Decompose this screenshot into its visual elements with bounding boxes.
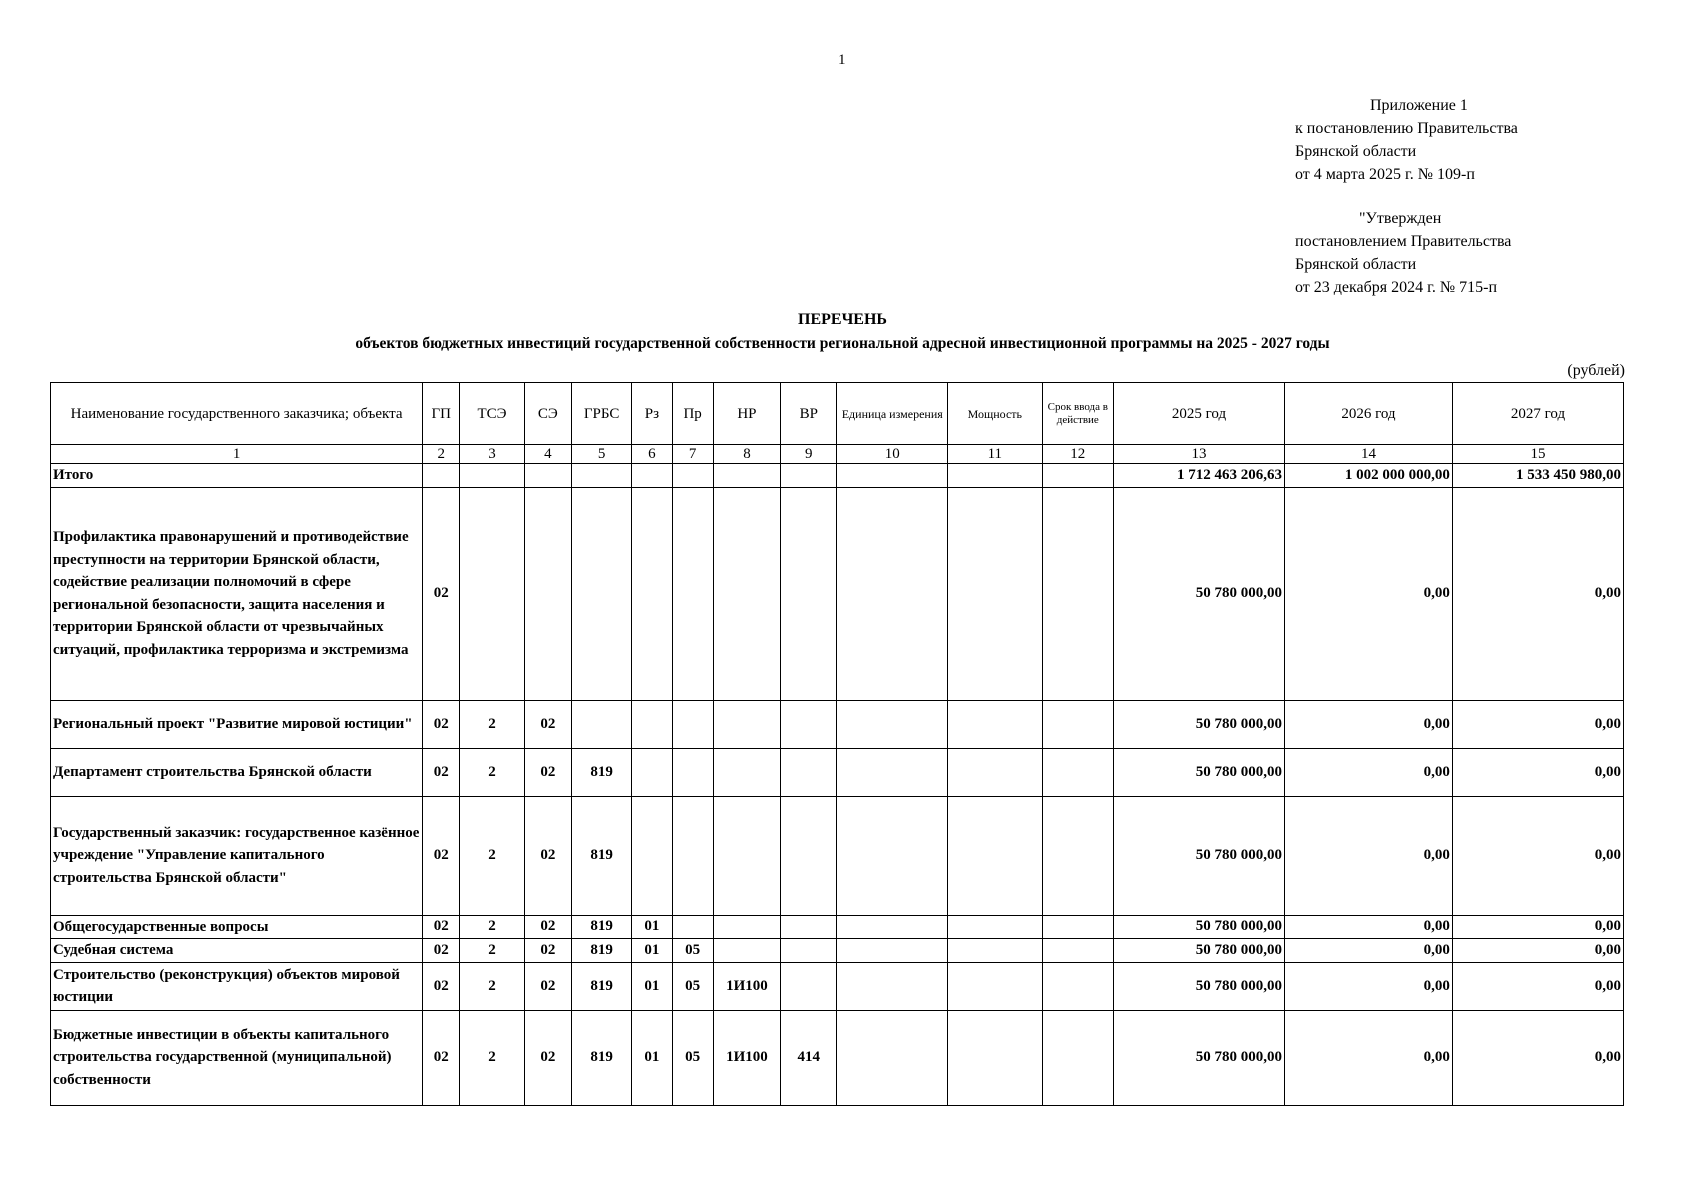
row-vr [781,487,837,700]
row-2027: 0,00 [1452,796,1623,915]
row-2026: 0,00 [1284,939,1452,963]
row-term [1042,962,1113,1010]
approved-block [1295,207,1511,299]
table-row [51,962,1624,1010]
row-2026: 0,00 [1284,1010,1452,1105]
row-se: 02 [524,939,571,963]
row-pr [672,487,713,700]
row-2025: 50 780 000,00 [1114,915,1285,939]
row-rz: 01 [632,1010,672,1105]
total-2026: 1 002 000 000,00 [1284,464,1452,488]
investment-table [50,382,1624,1106]
col-header: НР [713,383,780,445]
approved-line: от 23 декабря 2024 г. № 715-п [1295,279,1498,296]
col-header: ГП [423,383,460,445]
col-number: 4 [524,445,571,464]
col-number: 6 [632,445,672,464]
col-number: 5 [571,445,631,464]
row-tse: 2 [460,700,524,748]
row-pr [672,700,713,748]
row-tse: 2 [460,1010,524,1105]
document-subtitle: объектов бюджетных инвестиций государственной собственности региональной адресной инвестиционной программы на 2025 - 2027 годы [355,335,1330,352]
row-unit [837,487,948,700]
table-row [51,939,1624,963]
row-vr [781,939,837,963]
row-gp: 02 [423,962,460,1010]
appendix-line: к постановлению Правительства [1295,120,1518,137]
row-nr [713,487,780,700]
row-grbs: 819 [571,962,631,1010]
row-nr [713,939,780,963]
col-header: 2026 год [1284,383,1452,445]
row-nr [713,748,780,796]
row-pr [672,748,713,796]
row-unit [837,796,948,915]
row-name: Профилактика правонарушений и противодействие преступности на территории Брянской области, содействие реализации полномочий в сфере региональной безопасности, защита населения и территории Брянской области от чрезвычайных ситуаций, профилактика терроризма и экстремизма [51,487,423,700]
col-header: Срок ввода в действие [1042,383,1113,445]
col-header: ГРБС [571,383,631,445]
table-row [51,748,1624,796]
col-header: 2025 год [1114,383,1285,445]
table-row [51,1010,1624,1105]
row-term [1042,915,1113,939]
col-header: Мощность [948,383,1043,445]
row-grbs: 819 [571,939,631,963]
row-2025: 50 780 000,00 [1114,748,1285,796]
row-rz [632,748,672,796]
col-number: 15 [1452,445,1623,464]
row-unit [837,700,948,748]
row-gp: 02 [423,487,460,700]
units-label: (рублей) [1567,362,1625,379]
row-rz [632,487,672,700]
row-2027: 0,00 [1452,962,1623,1010]
col-header: ТСЭ [460,383,524,445]
row-se: 02 [524,796,571,915]
col-header: СЭ [524,383,571,445]
appendix-line: Брянской области [1295,143,1417,160]
row-nr [713,700,780,748]
row-capacity [948,487,1043,700]
row-nr: 1И100 [713,962,780,1010]
page-number: 1 [838,52,846,68]
approved-line: "Утвержден [1359,210,1442,227]
row-tse: 2 [460,962,524,1010]
total-2025: 1 712 463 206,63 [1114,464,1285,488]
total-label: Итого [51,464,423,488]
col-number: 7 [672,445,713,464]
col-number: 3 [460,445,524,464]
row-2027: 0,00 [1452,939,1623,963]
row-term [1042,796,1113,915]
row-rz [632,796,672,915]
row-unit [837,939,948,963]
document-title: ПЕРЕЧЕНЬ [798,311,887,328]
row-nr [713,915,780,939]
row-capacity [948,748,1043,796]
row-se: 02 [524,1010,571,1105]
row-pr: 05 [672,1010,713,1105]
col-number: 10 [837,445,948,464]
row-2027: 0,00 [1452,1010,1623,1105]
row-unit [837,962,948,1010]
row-term [1042,1010,1113,1105]
row-nr: 1И100 [713,1010,780,1105]
row-grbs: 819 [571,748,631,796]
col-number: 13 [1114,445,1285,464]
row-gp: 02 [423,915,460,939]
row-2027: 0,00 [1452,748,1623,796]
row-2026: 0,00 [1284,748,1452,796]
appendix-block [1295,94,1518,186]
table-row [51,915,1624,939]
row-name: Государственный заказчик: государственное казённое учреждение "Управление капитального строительства Брянской области" [51,796,423,915]
row-tse [460,487,524,700]
row-vr: 414 [781,1010,837,1105]
col-header: Пр [672,383,713,445]
row-tse: 2 [460,796,524,915]
header-row [51,383,1624,445]
row-se: 02 [524,748,571,796]
row-vr [781,748,837,796]
total-row [51,464,1624,488]
col-number: 12 [1042,445,1113,464]
row-term [1042,700,1113,748]
row-capacity [948,700,1043,748]
row-gp: 02 [423,700,460,748]
row-capacity [948,915,1043,939]
row-pr: 05 [672,939,713,963]
row-name: Региональный проект "Развитие мировой юстиции" [51,700,423,748]
row-2026: 0,00 [1284,796,1452,915]
row-name: Департамент строительства Брянской области [51,748,423,796]
row-grbs: 819 [571,796,631,915]
row-unit [837,748,948,796]
row-vr [781,962,837,1010]
row-2025: 50 780 000,00 [1114,796,1285,915]
row-capacity [948,1010,1043,1105]
row-rz [632,700,672,748]
table-row [51,796,1624,915]
row-gp: 02 [423,1010,460,1105]
approved-line: постановлением Правительства [1295,233,1512,250]
row-vr [781,700,837,748]
col-header: Рз [632,383,672,445]
row-tse: 2 [460,915,524,939]
row-2025: 50 780 000,00 [1114,487,1285,700]
row-rz: 01 [632,915,672,939]
row-se: 02 [524,915,571,939]
row-term [1042,487,1113,700]
row-capacity [948,939,1043,963]
col-number: 8 [713,445,780,464]
total-2027: 1 533 450 980,00 [1452,464,1623,488]
row-2027: 0,00 [1452,915,1623,939]
row-2025: 50 780 000,00 [1114,962,1285,1010]
row-2026: 0,00 [1284,700,1452,748]
row-grbs: 819 [571,1010,631,1105]
row-name: Строительство (реконструкция) объектов мировой юстиции [51,962,423,1010]
table-row [51,487,1624,700]
row-capacity [948,962,1043,1010]
row-2026: 0,00 [1284,962,1452,1010]
row-2025: 50 780 000,00 [1114,700,1285,748]
row-gp: 02 [423,796,460,915]
column-number-row [51,445,1624,464]
row-2025: 50 780 000,00 [1114,1010,1285,1105]
row-vr [781,796,837,915]
row-unit [837,915,948,939]
col-number: 9 [781,445,837,464]
col-header: Наименование государственного заказчика; объекта [51,383,423,445]
row-grbs [571,487,631,700]
row-2026: 0,00 [1284,915,1452,939]
col-number: 2 [423,445,460,464]
row-grbs [571,700,631,748]
row-2026: 0,00 [1284,487,1452,700]
col-header: Единица измерения [837,383,948,445]
col-header: 2027 год [1452,383,1623,445]
row-se: 02 [524,700,571,748]
row-term [1042,939,1113,963]
row-se: 02 [524,962,571,1010]
row-2025: 50 780 000,00 [1114,939,1285,963]
row-tse: 2 [460,939,524,963]
row-2027: 0,00 [1452,487,1623,700]
row-2027: 0,00 [1452,700,1623,748]
row-gp: 02 [423,748,460,796]
row-capacity [948,796,1043,915]
col-number: 1 [51,445,423,464]
row-rz: 01 [632,939,672,963]
row-pr: 05 [672,962,713,1010]
col-number: 14 [1284,445,1452,464]
row-pr [672,796,713,915]
row-name: Судебная система [51,939,423,963]
row-grbs: 819 [571,915,631,939]
row-tse: 2 [460,748,524,796]
col-number: 11 [948,445,1043,464]
row-unit [837,1010,948,1105]
row-name: Бюджетные инвестиции в объекты капитального строительства государственной (муниципальной) собственности [51,1010,423,1105]
row-se [524,487,571,700]
row-gp: 02 [423,939,460,963]
row-name: Общегосударственные вопросы [51,915,423,939]
row-rz: 01 [632,962,672,1010]
appendix-line: Приложение 1 [1370,97,1468,114]
table-row [51,700,1624,748]
row-pr [672,915,713,939]
col-header: ВР [781,383,837,445]
row-vr [781,915,837,939]
row-nr [713,796,780,915]
row-term [1042,748,1113,796]
approved-line: Брянской области [1295,256,1417,273]
appendix-line: от 4 марта 2025 г. № 109-п [1295,166,1475,183]
